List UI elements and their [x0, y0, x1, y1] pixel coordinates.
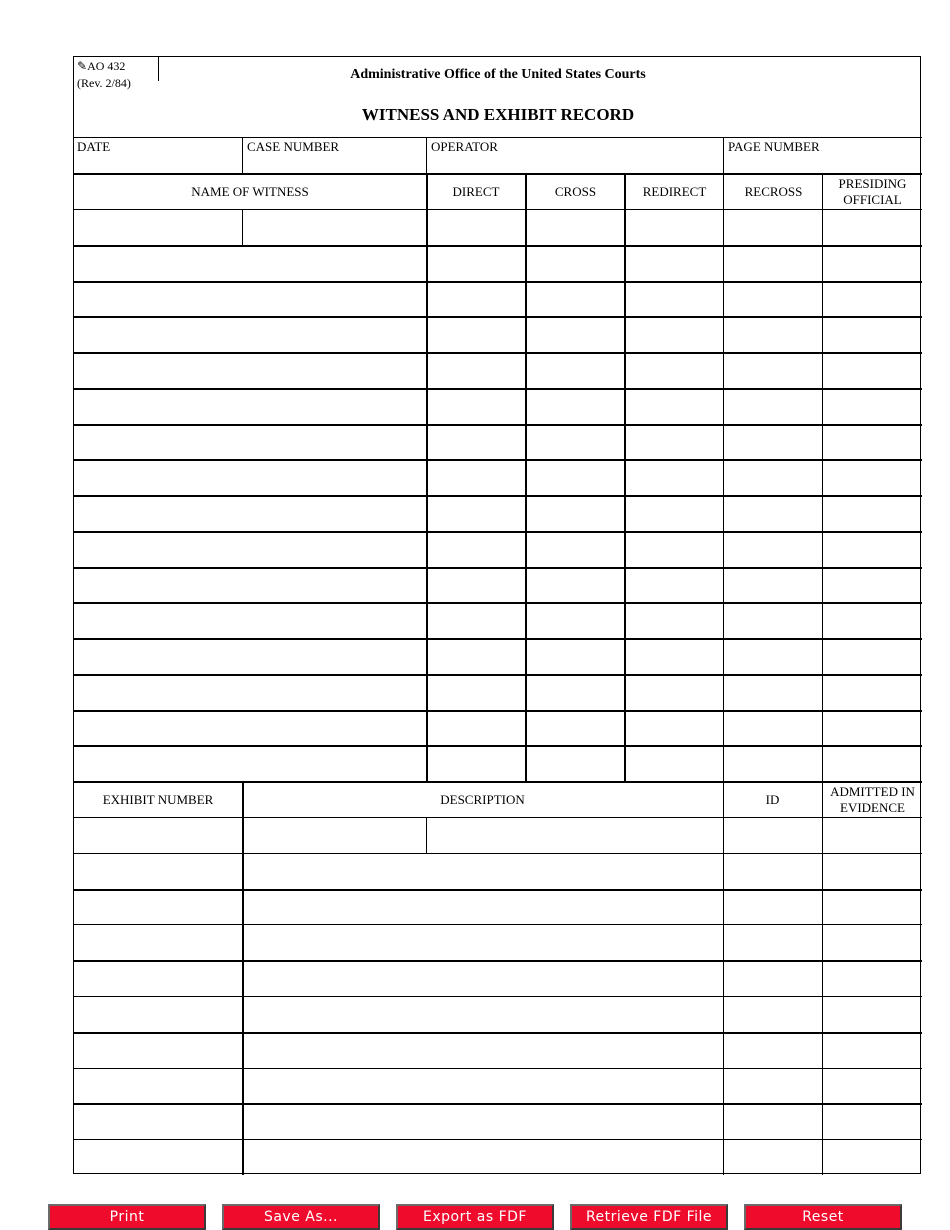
- direct-cell[interactable]: [428, 211, 524, 244]
- recross-cell[interactable]: [725, 426, 821, 459]
- direct-cell[interactable]: [428, 426, 524, 459]
- redirect-cell[interactable]: [626, 283, 722, 316]
- redirect-cell[interactable]: [626, 247, 722, 280]
- row-divider: [74, 924, 922, 925]
- cross-cell[interactable]: [527, 461, 623, 494]
- cross-cell[interactable]: [527, 676, 623, 709]
- date-field[interactable]: [75, 155, 241, 172]
- direct-cell[interactable]: [428, 390, 524, 423]
- exhibit-id-cell[interactable]: [725, 855, 821, 888]
- divider: [74, 209, 922, 210]
- save-as-button[interactable]: Save As...: [222, 1204, 380, 1230]
- presiding-header-line1: PRESIDING: [838, 176, 907, 191]
- exhibit-number-cell[interactable]: [76, 1141, 241, 1174]
- witness-name-cell[interactable]: [76, 390, 425, 423]
- divider: [74, 817, 922, 818]
- direct-cell[interactable]: [428, 247, 524, 280]
- redirect-cell[interactable]: [626, 426, 722, 459]
- divider: [822, 781, 823, 1175]
- direct-cell[interactable]: [428, 533, 524, 566]
- divider: [74, 781, 922, 783]
- admitted-in-evidence-cell[interactable]: [824, 998, 921, 1031]
- operator-label: OPERATOR: [431, 139, 498, 154]
- exhibit-number-cell[interactable]: [76, 855, 241, 888]
- agency-name: Administrative Office of the United States Courts: [350, 67, 646, 82]
- name-of-witness-header: NAME OF WITNESS: [191, 184, 309, 199]
- presiding-official-cell[interactable]: [824, 497, 921, 530]
- exhibit-description-cell[interactable]: [244, 926, 722, 959]
- recross-cell[interactable]: [725, 283, 821, 316]
- recross-cell[interactable]: [725, 247, 821, 280]
- form-number: ✎AO 432: [77, 59, 126, 73]
- presiding-official-cell[interactable]: [824, 640, 921, 673]
- page-number-field[interactable]: [726, 155, 920, 172]
- divider: [723, 173, 724, 782]
- witness-name-cell[interactable]: [76, 211, 425, 244]
- recross-cell[interactable]: [725, 533, 821, 566]
- header-divider: [158, 57, 159, 81]
- case-number-label: CASE NUMBER: [247, 139, 340, 154]
- presiding-header-line2: OFFICIAL: [843, 192, 902, 207]
- presiding-official-cell[interactable]: [824, 747, 921, 780]
- cross-cell[interactable]: [527, 569, 623, 602]
- recross-cell[interactable]: [725, 497, 821, 530]
- id-header: ID: [765, 792, 780, 807]
- witness-name-cell[interactable]: [76, 676, 425, 709]
- exhibit-number-cell[interactable]: [76, 1105, 241, 1138]
- presiding-official-cell[interactable]: [824, 390, 921, 423]
- divider: [74, 173, 922, 175]
- exhibit-number-cell[interactable]: [76, 1070, 241, 1103]
- exhibit-description-cell[interactable]: [244, 1141, 722, 1174]
- witness-name-cell[interactable]: [76, 747, 425, 780]
- recross-cell[interactable]: [725, 747, 821, 780]
- direct-cell[interactable]: [428, 747, 524, 780]
- direct-cell[interactable]: [428, 676, 524, 709]
- cross-cell[interactable]: [527, 712, 623, 745]
- redirect-cell[interactable]: [626, 390, 722, 423]
- admitted-in-evidence-cell[interactable]: [824, 855, 921, 888]
- redirect-cell[interactable]: [626, 676, 722, 709]
- cross-cell[interactable]: [527, 247, 623, 280]
- exhibit-number-cell[interactable]: [76, 998, 241, 1031]
- exhibit-id-cell[interactable]: [725, 891, 821, 924]
- admitted-header-line2: EVIDENCE: [840, 800, 905, 815]
- redirect-cell[interactable]: [626, 747, 722, 780]
- witness-name-cell[interactable]: [76, 318, 425, 351]
- witness-exhibit-form: [73, 56, 921, 1174]
- exhibit-description-cell[interactable]: [244, 962, 722, 995]
- cross-cell[interactable]: [527, 533, 623, 566]
- divider: [723, 137, 724, 173]
- redirect-cell[interactable]: [626, 354, 722, 387]
- presiding-official-cell[interactable]: [824, 247, 921, 280]
- exhibit-number-cell[interactable]: [76, 926, 241, 959]
- exhibit-number-cell[interactable]: [76, 962, 241, 995]
- exhibit-number-cell[interactable]: [76, 891, 241, 924]
- exhibit-description-cell[interactable]: [244, 855, 722, 888]
- case-number-field[interactable]: [245, 155, 425, 172]
- divider: [242, 137, 243, 173]
- row-divider: [74, 996, 922, 997]
- exhibit-description-cell[interactable]: [244, 891, 722, 924]
- admitted-in-evidence-cell[interactable]: [824, 926, 921, 959]
- admitted-in-evidence-cell[interactable]: [824, 1070, 921, 1103]
- row-divider: [74, 1139, 922, 1140]
- admitted-in-evidence-cell[interactable]: [824, 1034, 921, 1067]
- presiding-official-cell[interactable]: [824, 426, 921, 459]
- recross-cell[interactable]: [725, 318, 821, 351]
- redirect-cell[interactable]: [626, 604, 722, 637]
- row-divider: [74, 1068, 922, 1069]
- direct-cell[interactable]: [428, 604, 524, 637]
- divider: [822, 173, 823, 782]
- exhibit-description-cell[interactable]: [244, 819, 722, 852]
- description-header: DESCRIPTION: [440, 792, 525, 807]
- cross-cell[interactable]: [527, 426, 623, 459]
- presiding-official-cell[interactable]: [824, 533, 921, 566]
- witness-name-cell[interactable]: [76, 497, 425, 530]
- witness-name-cell[interactable]: [76, 426, 425, 459]
- presiding-official-cell[interactable]: [824, 283, 921, 316]
- witness-name-cell[interactable]: [76, 712, 425, 745]
- witness-name-cell[interactable]: [76, 461, 425, 494]
- admitted-in-evidence-cell[interactable]: [824, 1141, 921, 1174]
- divider: [426, 137, 427, 173]
- exhibit-id-cell[interactable]: [725, 1141, 821, 1174]
- presiding-official-header: [823, 176, 922, 208]
- exhibit-description-cell[interactable]: [244, 1070, 722, 1103]
- divider: [74, 137, 922, 138]
- redirect-cell[interactable]: [626, 318, 722, 351]
- redirect-cell[interactable]: [626, 640, 722, 673]
- direct-cell[interactable]: [428, 640, 524, 673]
- date-label: DATE: [77, 139, 111, 154]
- admitted-header-line1: ADMITTED IN: [830, 784, 915, 799]
- exhibit-description-cell[interactable]: [244, 1034, 722, 1067]
- recross-cell[interactable]: [725, 211, 821, 244]
- direct-cell[interactable]: [428, 497, 524, 530]
- direct-cell[interactable]: [428, 461, 524, 494]
- cross-cell[interactable]: [527, 211, 623, 244]
- export-fdf-button[interactable]: Export as FDF: [396, 1204, 554, 1230]
- redirect-cell[interactable]: [626, 533, 722, 566]
- redirect-cell[interactable]: [626, 712, 722, 745]
- divider: [723, 781, 724, 1175]
- direct-header: DIRECT: [452, 184, 500, 199]
- witness-name-cell[interactable]: [76, 247, 425, 280]
- cross-cell[interactable]: [527, 640, 623, 673]
- print-button[interactable]: Print: [48, 1204, 206, 1230]
- page-number-label: PAGE NUMBER: [728, 139, 820, 154]
- presiding-official-cell[interactable]: [824, 712, 921, 745]
- exhibit-id-cell[interactable]: [725, 998, 821, 1031]
- operator-field[interactable]: [429, 155, 723, 172]
- exhibit-id-cell[interactable]: [725, 962, 821, 995]
- cross-cell[interactable]: [527, 283, 623, 316]
- recross-cell[interactable]: [725, 461, 821, 494]
- exhibit-description-cell[interactable]: [244, 998, 722, 1031]
- redirect-cell[interactable]: [626, 211, 722, 244]
- witness-name-cell[interactable]: [76, 640, 425, 673]
- witness-name-cell[interactable]: [76, 283, 425, 316]
- admitted-in-evidence-header: [823, 784, 922, 816]
- presiding-official-cell[interactable]: [824, 676, 921, 709]
- admitted-in-evidence-cell[interactable]: [824, 962, 921, 995]
- direct-cell[interactable]: [428, 569, 524, 602]
- presiding-official-cell[interactable]: [824, 604, 921, 637]
- cross-cell[interactable]: [527, 604, 623, 637]
- redirect-cell[interactable]: [626, 497, 722, 530]
- recross-cell[interactable]: [725, 640, 821, 673]
- cross-cell[interactable]: [527, 497, 623, 530]
- redirect-header: REDIRECT: [642, 184, 707, 199]
- direct-cell[interactable]: [428, 318, 524, 351]
- presiding-official-cell[interactable]: [824, 354, 921, 387]
- exhibit-id-cell[interactable]: [725, 1034, 821, 1067]
- reset-button[interactable]: Reset: [744, 1204, 902, 1230]
- admitted-in-evidence-cell[interactable]: [824, 1105, 921, 1138]
- cross-cell[interactable]: [527, 390, 623, 423]
- recross-cell[interactable]: [725, 604, 821, 637]
- recross-cell[interactable]: [725, 354, 821, 387]
- recross-header: RECROSS: [744, 184, 803, 199]
- witness-name-cell[interactable]: [76, 604, 425, 637]
- redirect-cell[interactable]: [626, 569, 722, 602]
- cross-cell[interactable]: [527, 747, 623, 780]
- exhibit-number-cell[interactable]: [76, 819, 241, 852]
- cross-cell[interactable]: [527, 354, 623, 387]
- direct-cell[interactable]: [428, 712, 524, 745]
- recross-cell[interactable]: [725, 676, 821, 709]
- cross-cell[interactable]: [527, 318, 623, 351]
- presiding-official-cell[interactable]: [824, 318, 921, 351]
- retrieve-fdf-button[interactable]: Retrieve FDF File: [570, 1204, 728, 1230]
- pencil-icon: ✎: [77, 59, 88, 73]
- direct-cell[interactable]: [428, 354, 524, 387]
- redirect-cell[interactable]: [626, 461, 722, 494]
- page-title: WITNESS AND EXHIBIT RECORD: [361, 105, 635, 124]
- exhibit-id-cell[interactable]: [725, 926, 821, 959]
- exhibit-number-header: EXHIBIT NUMBER: [102, 792, 214, 807]
- exhibit-description-cell[interactable]: [244, 1105, 722, 1138]
- recross-cell[interactable]: [725, 712, 821, 745]
- form-revision: (Rev. 2/84): [77, 76, 131, 90]
- recross-cell[interactable]: [725, 569, 821, 602]
- presiding-official-cell[interactable]: [824, 569, 921, 602]
- row-divider: [74, 853, 922, 854]
- cross-header: CROSS: [554, 184, 597, 199]
- witness-name-cell[interactable]: [76, 533, 425, 566]
- presiding-official-cell[interactable]: [824, 211, 921, 244]
- exhibit-id-cell[interactable]: [725, 1105, 821, 1138]
- witness-name-cell[interactable]: [76, 569, 425, 602]
- presiding-official-cell[interactable]: [824, 461, 921, 494]
- admitted-in-evidence-cell[interactable]: [824, 819, 921, 852]
- exhibit-id-cell[interactable]: [725, 819, 821, 852]
- admitted-in-evidence-cell[interactable]: [824, 891, 921, 924]
- recross-cell[interactable]: [725, 390, 821, 423]
- witness-name-cell[interactable]: [76, 354, 425, 387]
- direct-cell[interactable]: [428, 283, 524, 316]
- exhibit-number-cell[interactable]: [76, 1034, 241, 1067]
- exhibit-id-cell[interactable]: [725, 1070, 821, 1103]
